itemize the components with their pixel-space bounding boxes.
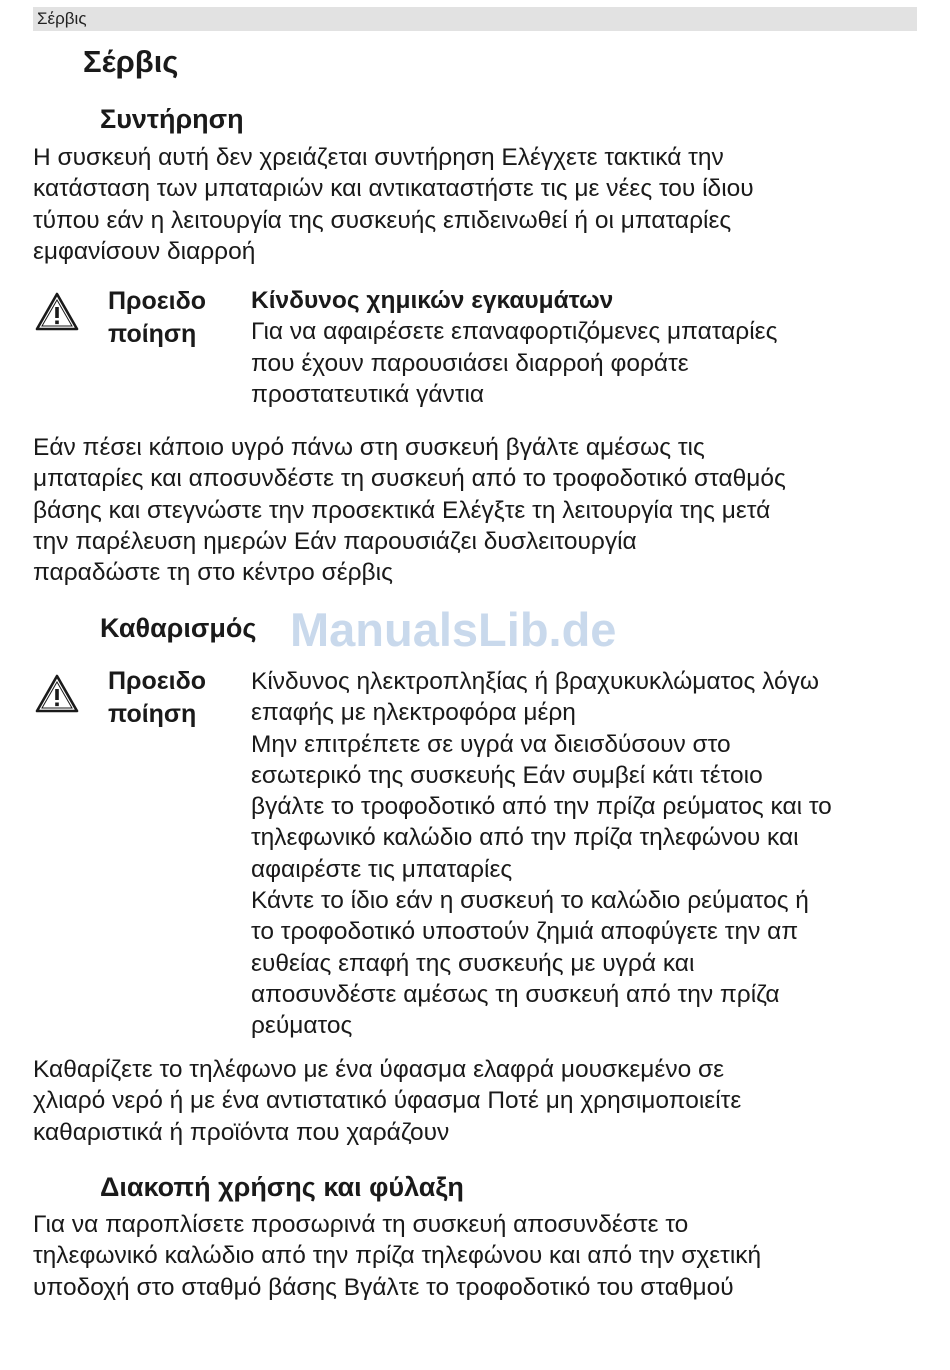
liquid-paragraph [33, 432, 923, 588]
cleaning-paragraph [33, 1054, 923, 1148]
page-title: Σέρβις [83, 44, 179, 79]
warning-body [251, 285, 931, 410]
paragraph-line: Για να παροπλίσετε προσωρινά τη συσκευή αποσυνδέστε το [33, 1211, 689, 1238]
warning-triangle-icon [35, 674, 79, 714]
warning-body-line: αποσυνδέστε αμέσως τη συσκευή από την πρίζα [251, 980, 780, 1008]
paragraph-line: βάσης και στεγνώστε την προσεκτικά Ελέγξτε τη λειτουργία της μετά [33, 496, 771, 524]
paragraph-line: εμφανίσουν διαρροή [33, 237, 256, 265]
paragraph-line: χλιαρό νερό ή με ένα αντιστατικό ύφασμα Ποτέ μη χρησιμοποιείτε [33, 1087, 742, 1115]
warning-body-line: Για να αφαιρέσετε επαναφορτιζόμενες μπαταρίες [251, 318, 778, 346]
warning-label [108, 665, 206, 731]
warning-title: Κίνδυνος χημικών εγκαυμάτων [251, 287, 614, 314]
warning-label-line: Προειδο [108, 287, 207, 315]
paragraph-line: υποδοχή στο σταθμό βάσης Βγάλτε το τροφοδοτικό του σταθμού [33, 1273, 734, 1301]
paragraph-line: τηλεφωνικό καλώδιο από την πρίζα τηλεφώνου και από την σχετική [33, 1242, 762, 1270]
warning-body-line: που έχουν παρουσιάσει διαρροή φοράτε [251, 349, 689, 377]
warning-body-line: προστατευτικά γάντια [251, 380, 485, 408]
warning-body-line: Κίνδυνος ηλεκτροπληξίας ή βραχυκυκλώματος λόγω [251, 668, 819, 695]
storage-paragraph [33, 1209, 923, 1303]
paragraph-line: παραδώστε τη στο κέντρο σέρβις [33, 559, 393, 587]
maintenance-heading: Συντήρηση [100, 104, 244, 134]
paragraph-line: Καθαρίζετε το τηλέφωνο με ένα ύφασμα ελαφρά μουσκεμένο σε [33, 1056, 725, 1083]
paragraph-line: Εάν πέσει κάποιο υγρό πάνω στη συσκευή βγάλτε αμέσως τις [33, 434, 705, 461]
paragraph-line: κατάσταση των μπαταριών και αντικαταστήστε τις με νέες του ίδιου [33, 175, 754, 203]
warning-body-line: Μην επιτρέπετε σε υγρά να διεισδύσουν στο [251, 730, 731, 758]
warning-body-line: επαφής με ηλεκτροφόρα μέρη [251, 699, 576, 727]
warning-label-line: ποίηση [108, 700, 197, 728]
paragraph-line: καθαριστικά ή προϊόντα που χαράζουν [33, 1118, 450, 1146]
warning-body-line: ευθείας επαφή της συσκευής με υγρά και [251, 949, 695, 977]
paragraph-line: Η συσκευή αυτή δεν χρειάζεται συντήρηση Ελέγχετε τακτικά την [33, 144, 724, 171]
watermark: ManualsLib.de [290, 603, 617, 656]
maintenance-paragraph [33, 142, 923, 267]
warning-body [251, 666, 931, 1042]
warning-body-line: Κάντε το ίδιο εάν η συσκευή το καλώδιο ρεύματος ή [251, 887, 809, 915]
warning-label-line: ποίηση [108, 320, 197, 348]
warning-label-line: Προειδο [108, 667, 207, 695]
warning-body-line: αφαιρέστε τις μπαταρίες [251, 855, 513, 883]
warning-body-line: το τροφοδοτικό υποστούν ζημιά αποφύγετε την απ [251, 918, 799, 946]
warning-body-line: τηλεφωνικό καλώδιο από την πρίζα τηλεφώνου και [251, 824, 799, 852]
warning-body-line: ρεύματος [251, 1012, 353, 1040]
warning-body-line: εσωτερικό της συσκευής Εάν συμβεί κάτι τέτοιο [251, 761, 763, 789]
warning-label [108, 285, 206, 351]
warning-triangle-icon [35, 292, 79, 332]
cleaning-heading: Καθαρισμός [100, 613, 257, 643]
running-header [33, 7, 917, 31]
paragraph-line: την παρέλευση ημερών Εάν παρουσιάζει δυσλειτουργία [33, 527, 637, 555]
warning-body-line: βγάλτε το τροφοδοτικό από την πρίζα ρεύματος και το [251, 793, 832, 821]
running-header-label: Σέρβις [37, 9, 87, 28]
storage-heading: Διακοπή χρήσης και φύλαξη [100, 1172, 464, 1202]
paragraph-line: μπαταρίες και αποσυνδέστε τη συσκευή από το τροφοδοτικό σταθμός [33, 465, 786, 493]
paragraph-line: τύπου εάν η λειτουργία της συσκευής επιδεινωθεί ή οι μπαταρίες [33, 206, 732, 234]
